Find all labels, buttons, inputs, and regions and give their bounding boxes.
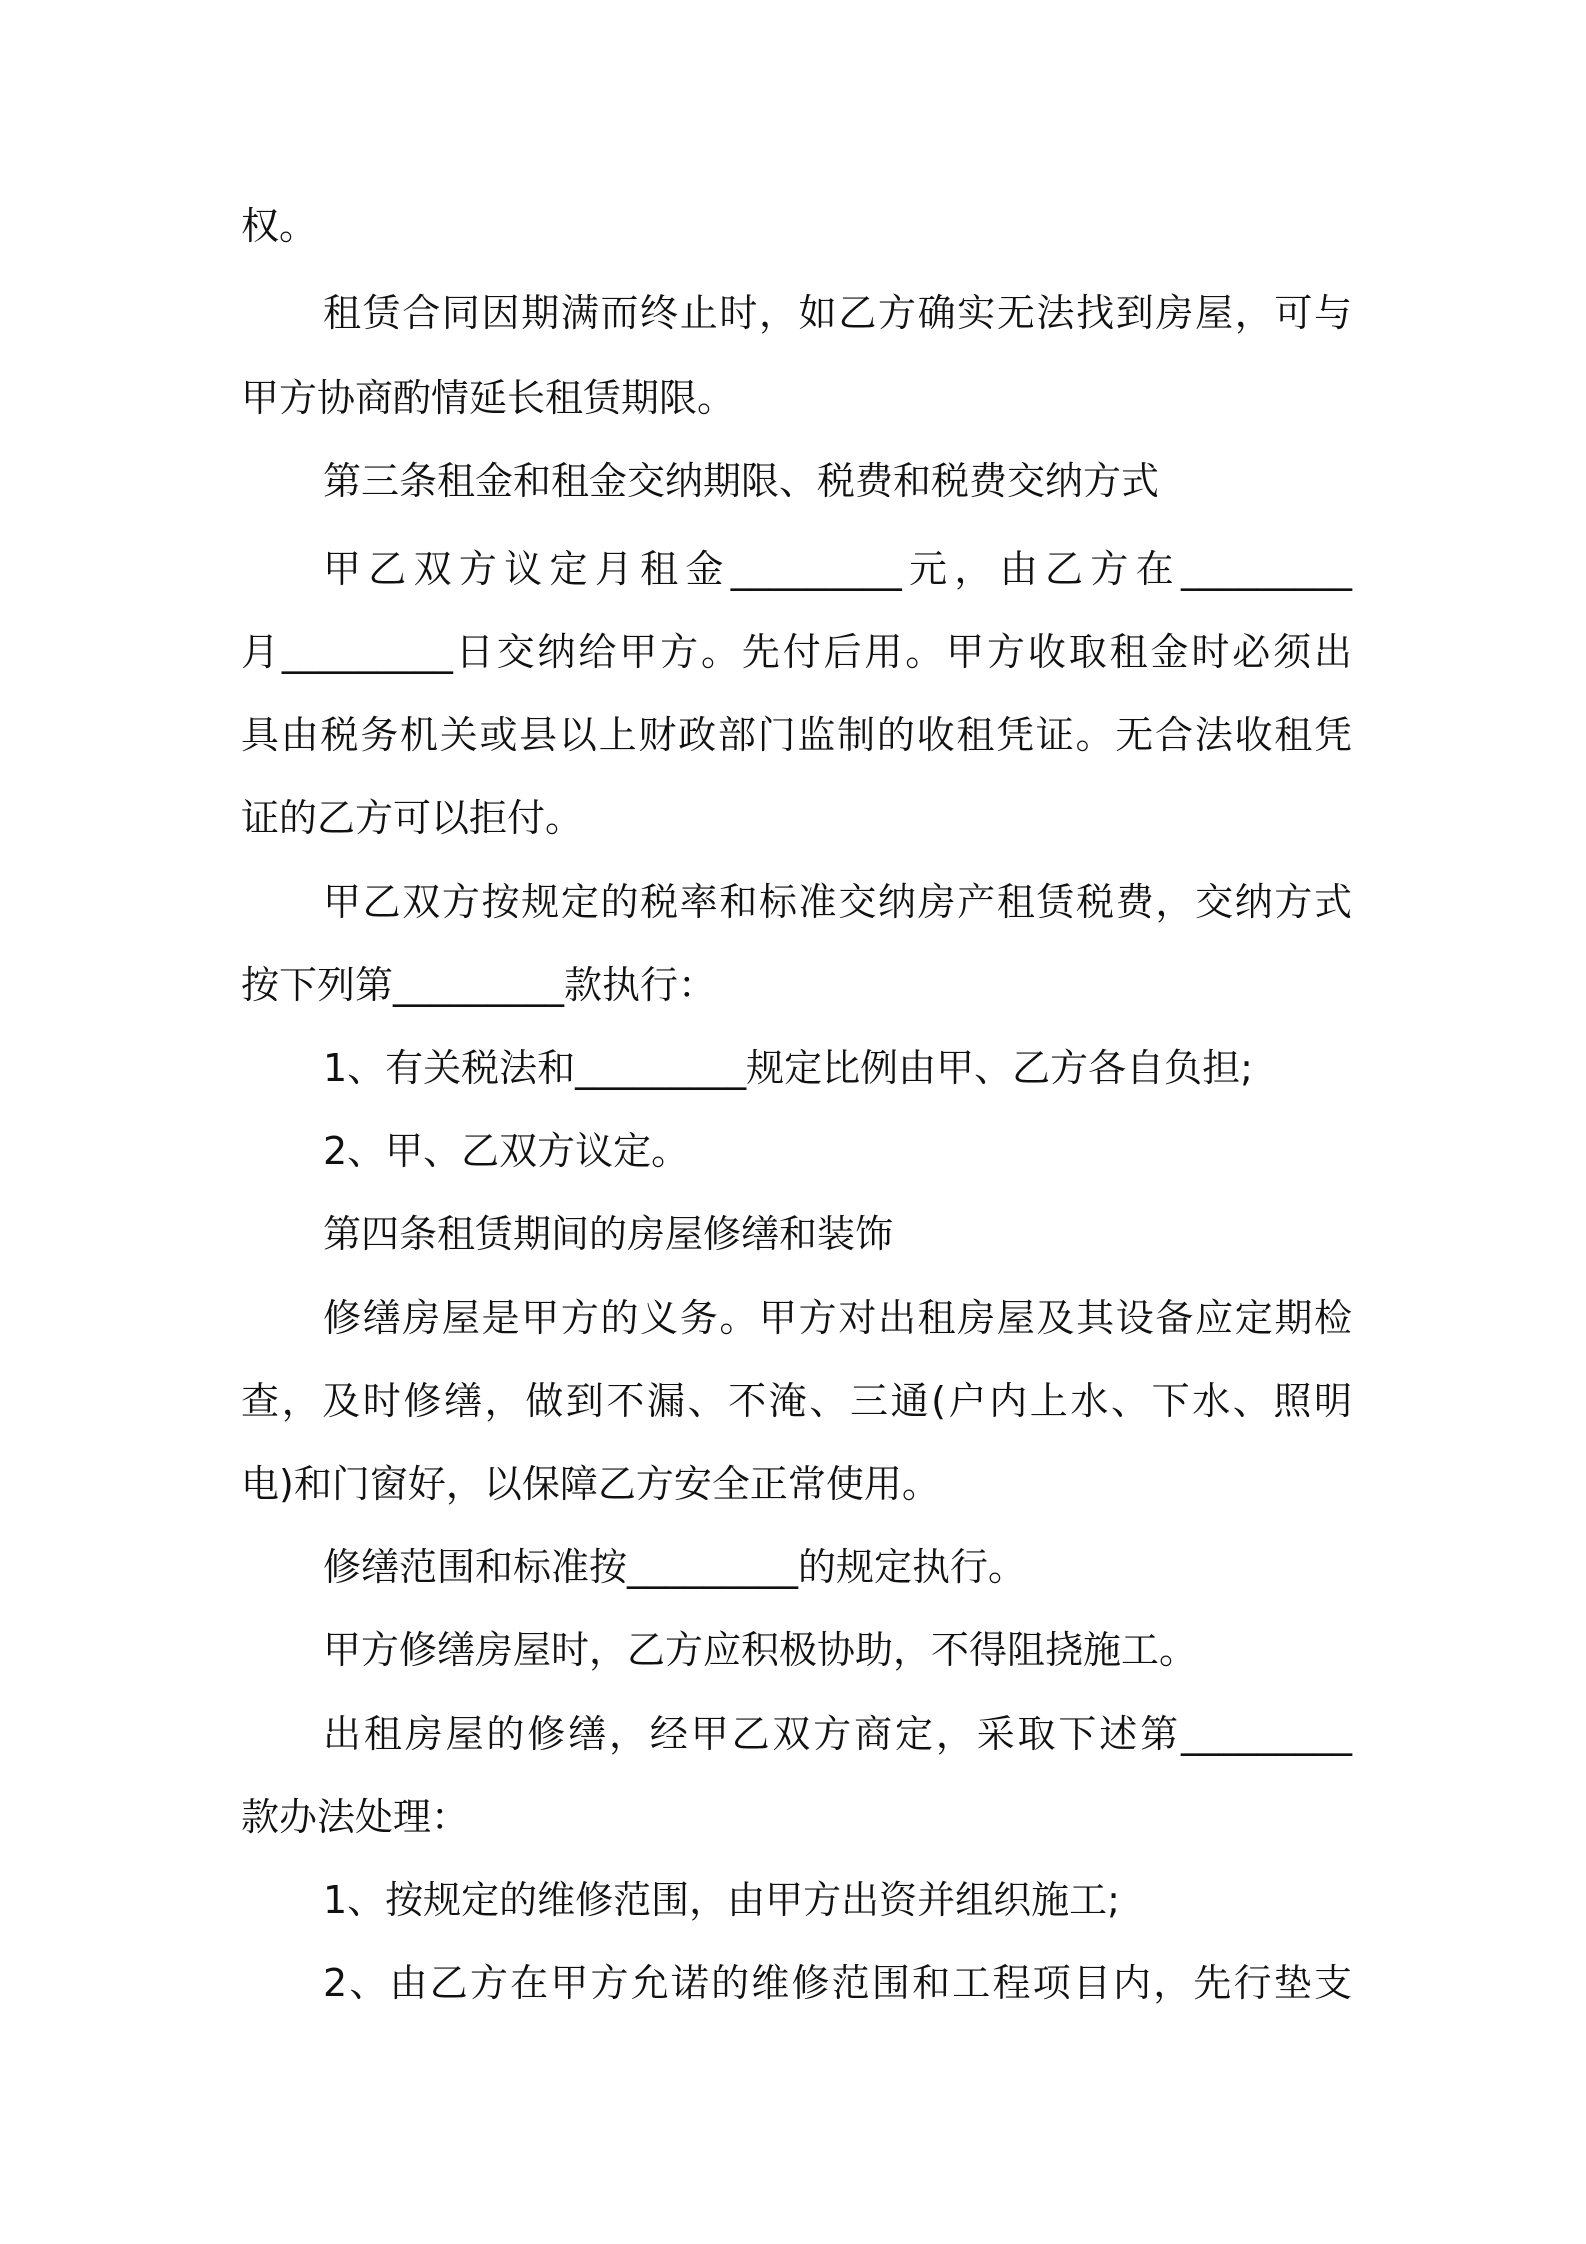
text-line: 甲方协商酌情延长租赁期限。: [241, 376, 736, 420]
list-item: 1、有关税法和_________规定比例由甲、乙方各自负担;: [323, 1046, 1253, 1090]
text-line: 修缮范围和标准按_________的规定执行。: [323, 1545, 1027, 1589]
text-line: 按下列第_________款执行：: [241, 963, 717, 1007]
text-line: 查，及时修缮，做到不漏、不淹、三通(户内上水、下水、照明: [241, 1379, 1352, 1423]
text-line: 甲乙双方按规定的税率和标准交纳房产租赁税费，交纳方式: [323, 880, 1352, 924]
text-line: 电)和门窗好，以保障乙方安全正常使用。: [241, 1462, 940, 1506]
text-line: 租赁合同因期满而终止时，如乙方确实无法找到房屋，可与: [323, 291, 1352, 335]
list-item: 1、按规定的维修范围，由甲方出资并组织施工;: [323, 1878, 1120, 1922]
text-line: 具由税务机关或县以上财政部门监制的收租凭证。无合法收租凭: [241, 713, 1352, 757]
section-heading: 第三条租金和租金交纳期限、税费和税费交纳方式: [323, 459, 1160, 503]
list-item: 2、由乙方在甲方允诺的维修范围和工程项目内，先行垫支: [323, 1961, 1352, 2005]
list-item: 2、甲、乙双方议定。: [323, 1129, 690, 1173]
section-heading: 第四条租赁期间的房屋修缮和装饰: [323, 1212, 894, 1256]
text-line: 甲方修缮房屋时，乙方应积极协助，不得阻挠施工。: [323, 1628, 1198, 1672]
text-line: 权。: [241, 204, 318, 248]
text-line: 证的乙方可以拒付。: [241, 796, 584, 840]
text-line: 款办法处理：: [241, 1795, 470, 1839]
text-line: 甲乙双方议定月租金_________元，由乙方在_________: [323, 547, 1352, 591]
text-line: 月_________日交纳给甲方。先付后用。甲方收取租金时必须出: [241, 630, 1352, 674]
text-line: 修缮房屋是甲方的义务。甲方对出租房屋及其设备应定期检: [323, 1296, 1352, 1340]
text-line: 出租房屋的修缮，经甲乙双方商定，采取下述第_________: [323, 1712, 1352, 1756]
